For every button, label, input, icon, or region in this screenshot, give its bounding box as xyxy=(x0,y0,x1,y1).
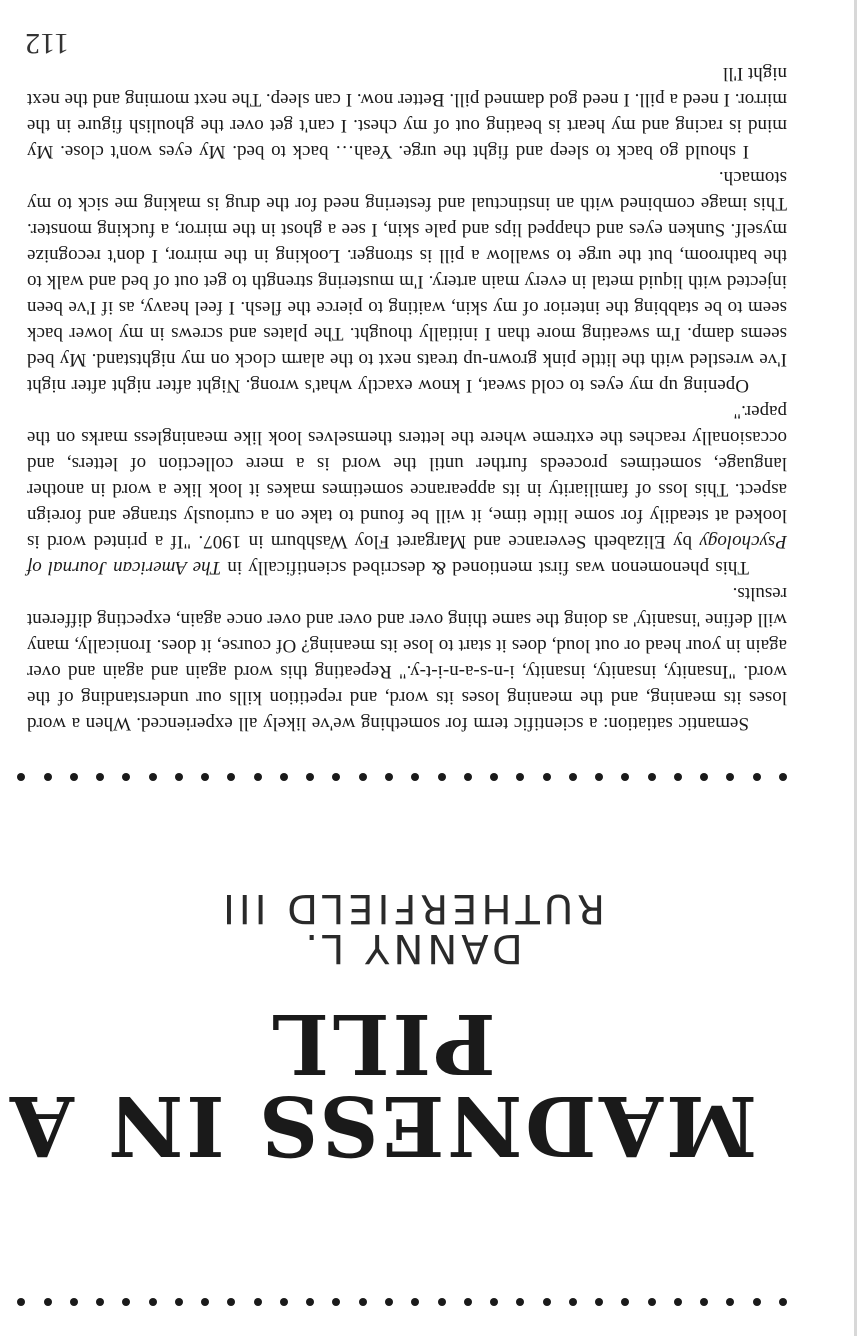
page-number: 112 xyxy=(25,27,69,60)
journal-title: The American Journal of Psychology xyxy=(27,531,787,578)
decorative-dot-divider-middle xyxy=(17,773,787,781)
author-name: DANNY L. RUTHERFIELD III xyxy=(219,885,605,971)
paragraph-2-quote: by Elizabeth Severance and Margaret Floy Washburn in 1907. "If a printed word is looked at steadily for some little time, it will be found to take on a curiously strange and foreign aspect. This loss of familiarity in its appearance sometimes makes it look like a word in another language, sometimes proceeds further until the word is a mere collection of letters, and occasionally reaches the extreme where the letters themselves look like meaningless marks on the paper." xyxy=(27,401,787,552)
paragraph-3: Opening up my eyes to cold sweat, I know exactly what's wrong. Night after night after night I've wrestled with the little pink grown-up treats next to the alarm clock on my nightstand. My bed seems damp. I'm sweating more than I initially thought. The plates and screws in my lower back seem to be stabbing the interior of my skin, waiting to pierce the flesh. I feel heavy, as if I've been injected with liquid metal in every main artery. I'm mustering strength to get out of bed and walk to the bathroom, but the urge to swallow a pill is stronger. Looking in the mirror, I don't recognize myself. Sunken eyes and chapped lips and pale skin, I see a ghost in the mirror, a fucking monster. This image combined with an instinctual and festering need for the drug is making me sick to my stomach. xyxy=(27,167,787,396)
paragraph-2-intro: This phenomenon was first mentioned & described scientifically in xyxy=(221,557,749,578)
chapter-title: MADNESS IN A PILL xyxy=(7,995,757,1173)
paragraph-2 xyxy=(27,398,787,580)
body-text xyxy=(27,60,787,736)
paragraph-1: Semantic satiation: a scientific term for something we've likely all experienced. When a word loses its meaning, and the meaning loses its word, and repetition kills our understanding of the word. "Insanity, insanity, insanity, i-n-s-a-n-i-t-y." Repeating this word again and again and over again in your head or out loud, does it start to lose its meaning? Of course, it does. Ironically, many will define 'insanity' as doing the same thing over and over and over once again, expecting different results. xyxy=(27,583,787,734)
paragraph-4: I should go back to sleep and fight the urge. Yeah… back to bed. My eyes won't close. My mind is racing and my heart is beating out of my chest. I can't get over the ghoulish figure in the mirror. I need a pill. I need god damned pill. Better now. I can sleep. The next morning and the next night I'll xyxy=(27,63,787,162)
decorative-dot-divider-top xyxy=(17,1298,787,1306)
